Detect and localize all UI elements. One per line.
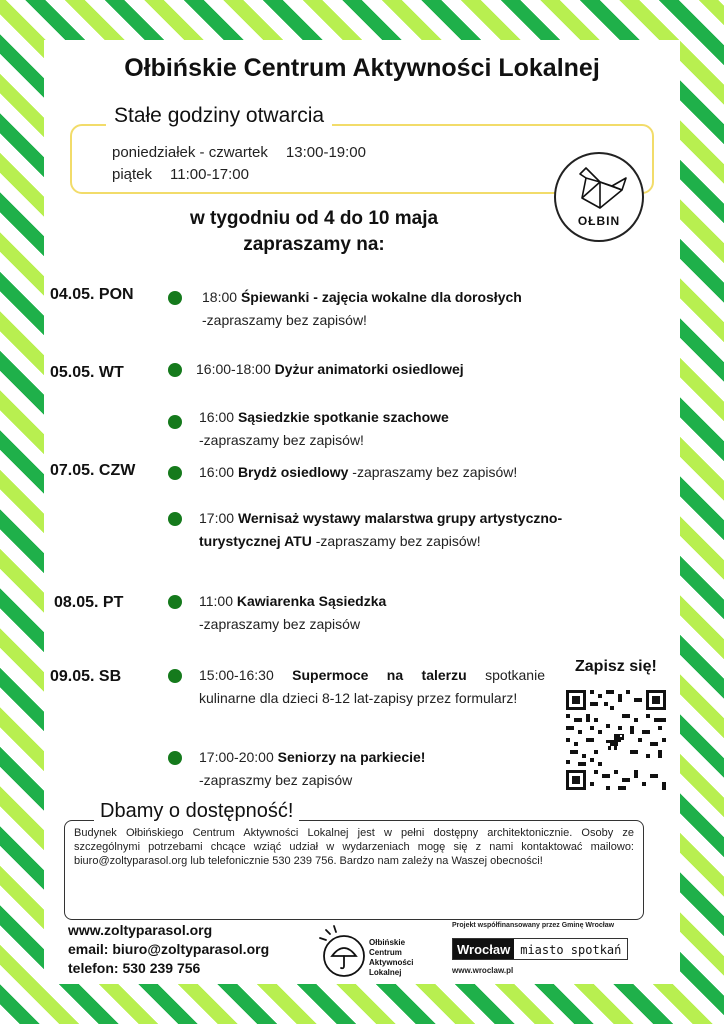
opening-hours-row [112,166,249,183]
event-note: -zapraszamy bez zapisów [199,616,361,632]
day-label: 09.05. SB [50,668,122,685]
event-note: -zapraszamy bez zapisów! [352,464,518,480]
event-item [199,461,599,484]
accessibility-heading: Dbamy o dostępność! [94,800,299,823]
event-name: Dyżur animatorki osiedlowej [274,361,464,377]
bullet-dot [168,595,182,609]
opening-hours-heading: Stałe godziny otwarcia [106,104,332,128]
event-item [202,286,582,332]
hours-days: piątek [112,166,153,183]
event-time: 16:00 [199,409,235,425]
event-note: -zapraszamy bez zapisów! [199,432,364,448]
origami-swan-icon [572,164,628,212]
event-note: -zapraszamy bez zapisów! [315,533,481,549]
hours-time: 11:00-17:00 [170,166,249,183]
org-logo-text: Ołbińskie Centrum Aktywności Lokalnej [369,938,414,977]
umbrella-logo-icon [318,924,370,980]
page-title: Ołbińskie Centrum Aktywności Lokalnej [124,54,600,82]
contact-email[interactable]: email: biuro@zoltyparasol.org [68,941,270,957]
day-label: 05.05. WT [50,364,124,381]
bullet-dot [168,512,182,526]
bullet-dot [168,751,182,765]
event-item [199,746,559,792]
bullet-dot [168,669,182,683]
event-name: Brydż osiedlowy [237,464,349,480]
bullet-dot [168,415,182,429]
opening-hours-row [112,144,366,161]
day-label: 07.05. CZW [50,462,136,479]
contact-phone: telefon: 530 239 756 [68,960,201,976]
accessibility-text: Budynek Ołbińskiego Centrum Aktywności Lokalnej jest w pełni dostępny architektonicznie. Osoby ze szczególnymi potrzebami chcące wziąć udział w wydarzeniach mogę się z nami kontaktować mailowo: biuro@zoltyparasol.org lub telefonicznie 530 239 756. Bardzo nam zależy na Waszej obecności! [74,827,634,867]
miasto-spotkan-label: miasto spotkań [514,939,627,959]
event-item [199,590,579,636]
event-name: Seniorzy na parkiecie! [277,749,426,765]
day-label: 08.05. PT [54,594,124,611]
bullet-dot [168,466,182,480]
event-note: -zapraszamy bez zapisów! [202,312,367,328]
wroclaw-label: Wrocław [453,939,514,959]
olbin-logo [554,152,644,242]
event-time: 18:00 [202,289,238,305]
event-item [199,406,579,452]
day-label: 04.05. PON [50,286,134,303]
contact-web[interactable]: www.zoltyparasol.org [68,922,213,938]
event-item [196,358,576,381]
event-name: Kawiarenka Sąsiedzka [236,593,387,609]
bullet-dot [168,363,182,377]
signup-heading: Zapisz się! [575,658,657,675]
hours-days: poniedziałek - czwartek [112,144,268,161]
wroclaw-logo [452,938,628,960]
event-item [199,664,545,710]
event-time: 16:00 [199,464,235,480]
bullet-dot [168,291,182,305]
event-time: 17:00-20:00 [199,749,274,765]
event-name: Sąsiedzkie spotkanie szachowe [237,409,449,425]
event-name: Supermoce na talerzu [292,667,467,683]
wroclaw-url[interactable]: www.wroclaw.pl [452,966,514,975]
project-note: Projekt współfinansowany przez Gminę Wrocław [452,922,615,929]
poster [44,40,680,984]
event-note: spotkanie kulinarne dla dzieci 8-12 lat-zapisy przez formularz! [199,667,545,706]
logo-text: OŁBIN [577,214,621,228]
event-time: 17:00 [199,510,235,526]
event-item [199,507,639,553]
event-name: Wernisaż wystawy malarstwa grupy artystyczno-turystycznej ATU [199,510,563,549]
hours-time: 13:00-19:00 [285,144,366,161]
event-time: 11:00 [199,593,233,609]
qr-code-icon[interactable] [564,688,668,792]
event-name: Śpiewanki - zajęcia wokalne dla dorosłych [240,289,522,305]
week-subheading: zapraszamy na: [243,234,385,255]
event-time: 15:00-16:30 [199,667,274,683]
event-note: -zapraszmy bez zapisów [199,772,353,788]
event-time: 16:00-18:00 [196,361,271,377]
week-heading: w tygodniu od 4 do 10 maja [189,208,439,229]
